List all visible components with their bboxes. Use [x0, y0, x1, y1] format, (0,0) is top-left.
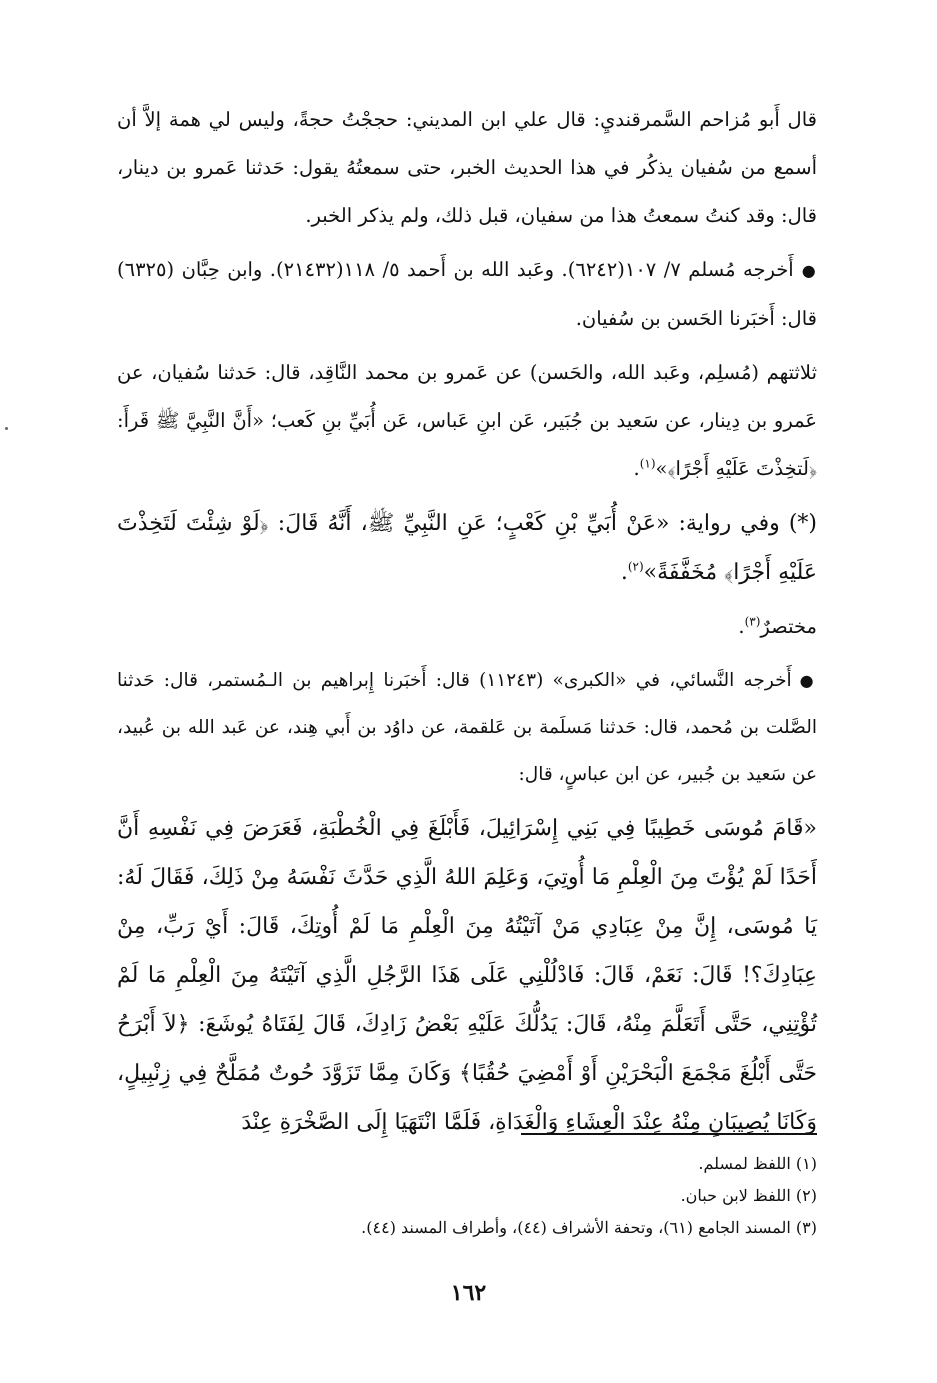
footnote-ref[interactable]: (٣)	[744, 614, 761, 629]
bullet-icon: ●	[799, 671, 817, 690]
paragraph-isnad: ثلاثتهم (مُسلِم، وعَبد الله، والحَسن) عن عَمرو بن محمد النَّاقِد، قال: حَدثنا سُفيان، عن عَمرو بن دِينار، عن سَعيد بن جُبَير، عَن ابنِ عَباس، عَن أُبَيِّ بنِ كَعب؛ «أَنَّ النَّبِيَّ ﷺ قَرأَ: ﴿لَتخِذْتَ عَلَيْهِ أَجْرًا﴾»$^{(١)}$.	[117, 361, 817, 480]
paragraph-takhrij-muslim	[117, 246, 817, 343]
footnotes-section	[117, 1148, 817, 1244]
bullet-icon: ●	[801, 261, 817, 280]
paragraph-text: ثلاثتهم (مُسلِم، وعَبد الله، والحَسن) عن عَمرو بن محمد النَّاقِد، قال: حَدثنا سُفيان، عن عَمرو بن دِينار، عن سَعيد بن جُبَير، عَن ابنِ عَباس، عَن أُبَيِّ بنِ كَعب؛ «أَنَّ النَّبِيَّ ﷺ قَرأَ: ﴿لَتخِذْتَ عَلَيْهِ أَجْرًا﴾»	[117, 361, 817, 480]
footnote-divider	[521, 1133, 817, 1135]
paragraph-hadith-musa	[117, 804, 817, 1147]
scan-speck	[5, 427, 8, 430]
paragraph-variant-narration: (*) وفي رواية: «عَنْ أُبَيِّ بْنِ كَعْبٍ؛ عَنِ النَّبِيِّ ﷺ، أَنَّهُ قَالَ: ﴿لَوْ شِئْتَ لَتَخِذْتَ عَلَيْهِ أَجْرًا﴾ مُخَفَّفَةً»$^{(٢)}$.	[117, 511, 817, 585]
footnote-2: (٢) اللفظ لابن حبان.	[680, 1186, 817, 1205]
paragraph-text: مختصرٌ	[760, 615, 817, 638]
paragraph-text: (*) وفي رواية: «عَنْ أُبَيِّ بْنِ كَعْبٍ؛ عَنِ النَّبِيِّ ﷺ، أَنَّهُ قَالَ: ﴿لَوْ شِئْتَ لَتَخِذْتَ عَلَيْهِ أَجْرًا﴾ مُخَفَّفَةً»	[117, 511, 817, 585]
paragraph-text: أَخرجه مُسلم ٧/ ١٠٧(٦٢٤٢). وعَبد الله بن أَحمد ٥/ ١١٨(٢١٤٣٢). وابن حِبَّان (٦٣٢٥) قال: أَخبَرنا الحَسن بن سُفيان.	[117, 258, 817, 330]
page-number: ١٦٢	[450, 1280, 487, 1306]
paragraph-takhrij-nasai	[117, 657, 817, 798]
paragraph-text: أَخرجه النَّسائي، في «الكبرى» (١١٢٤٣) قال: أَخبَرنا إِبراهيم بن الـمُستمر، قال: حَدثنا الصَّلت بن مُحمد، قال: حَدثنا مَسلَمة بن عَلقمة، عن داوُد بن أَبي هِند، عن عَبد الله بن عُبيد، عن سَعيد بن جُبير، عن ابن عباسٍ، قال:	[117, 670, 817, 785]
paragraph-narration	[117, 96, 817, 240]
footnote-ref[interactable]: (١)	[639, 456, 656, 471]
footnote-ref[interactable]: (٢)	[627, 559, 644, 574]
paragraph-text: قال أَبو مُزاحم السَّمرقنديِ: قال علي ابن المديني: حججْتُ حجةً، وليس لي همة إلاَّ أن أسمع من سُفيان يذكُر في هذا الحديث الخبر، حتى سمعتُهُ يقول: حَدثنا عَمرو بن دينار، قال: وقد كنتُ سمعتُ هذا من سفيان، قبل ذلك، ولم يذكر الخبر.	[117, 108, 817, 227]
footnote-3: (٣) المسند الجامع (٦١)، وتحفة الأشراف (٤٤)، وأطراف المسند (٤٤).	[361, 1218, 817, 1237]
paragraph-text: «قَامَ مُوسَى خَطِيبًا فِي بَنِي إِسْرَائِيلَ، فَأَبْلَغَ فِي الْخُطْبَةِ، فَعَرَضَ فِي نَفْسِهِ أَنَّ أَحَدًا لَمْ يُؤْتَ مِنَ الْعِلْمِ مَا أُوتِيَ، وَعَلِمَ اللهُ الَّذِي حَدَّثَ نَفْسَهُ مِنْ ذَلِكَ، فَقَالَ لَهُ: يَا مُوسَى، إِنَّ مِنْ عِبَادِي مَنْ آتَيْتُهُ مِنَ الْعِلْمِ مَا لَمْ أُوتِكَ، قَالَ: أَيْ رَبِّ، مِنْ عِبَادِكَ؟! قَالَ: نَعَمْ، قَالَ: فَادْلُلْنِي عَلَى هَذَا الرَّجُلِ الَّذِي آتَيْتَهُ مِنَ الْعِلْمِ مَا لَمْ تُؤْتِنِي، حَتَّى أَتَعَلَّمَ مِنْهُ، قَالَ: يَدُلُّكَ عَلَيْهِ بَعْضُ زَادِكَ، قَالَ لِفَتَاهُ يُوشَعَ: ﴿لاَ أَبْرَحُ حَتَّى أَبْلُغَ مَجْمَعَ الْبَحْرَيْنِ أَوْ أَمْضِيَ حُقُبًا﴾ وَكَانَ مِمَّا تَزَوَّدَ حُوتٌ مُمَلَّحٌ فِي زِنْبِيلٍ، وَكَانَا يُصِيبَانِ مِنْهُ عِنْدَ الْعِشَاءِ وَالْغَدَاةِ، فَلَمَّا انْتَهَيَا إِلَى الصَّخْرَةِ عِنْدَ	[117, 816, 817, 1135]
footnote-1: (١) اللفظ لمسلم.	[698, 1154, 817, 1173]
main-text	[117, 96, 817, 1153]
paragraph-abridged: مختصرٌ$^{(٣)}$.	[738, 614, 817, 638]
